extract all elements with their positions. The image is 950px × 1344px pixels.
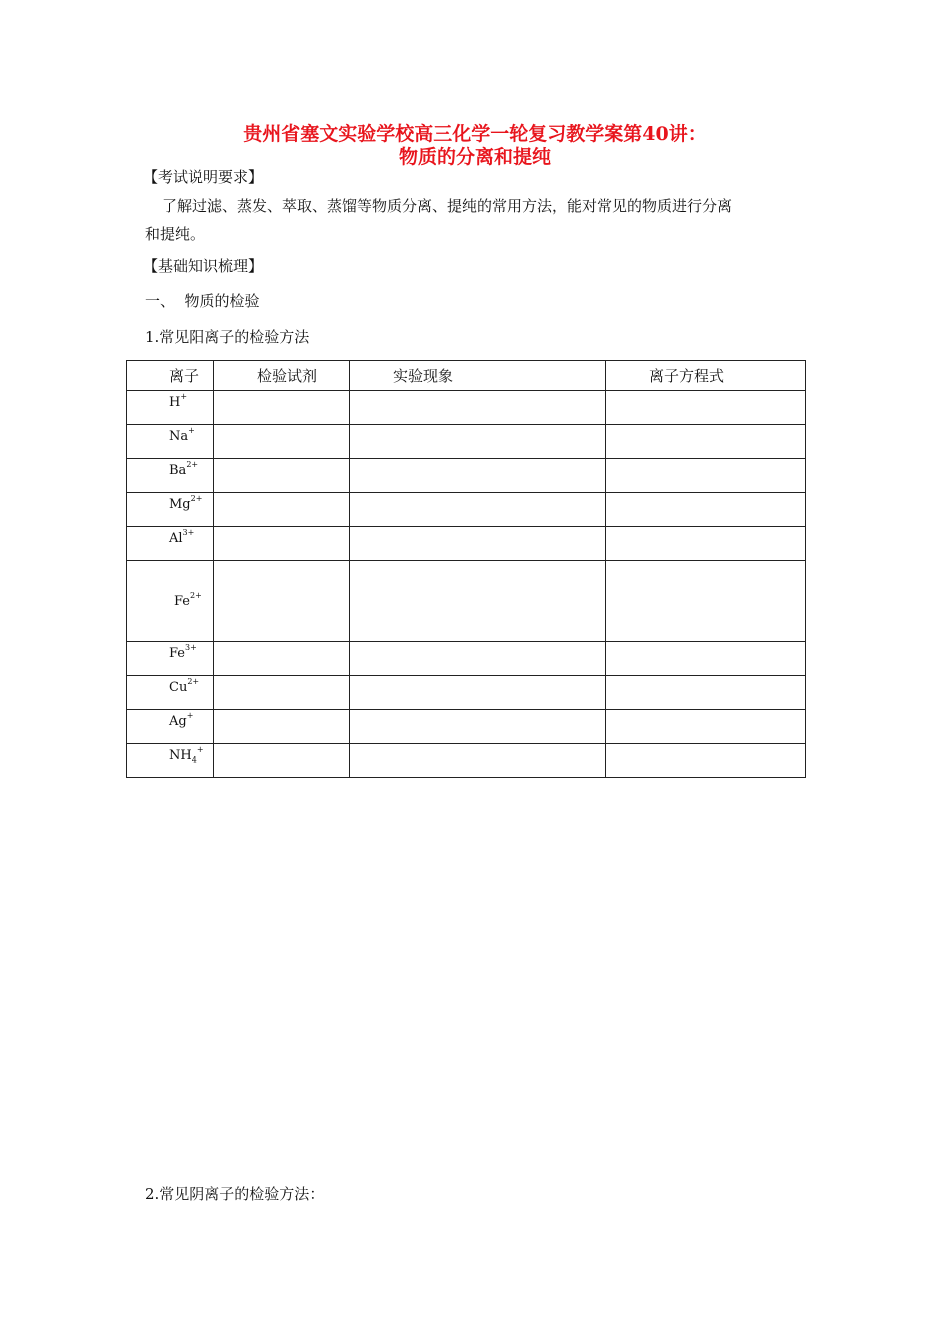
equation-cell[interactable] [606, 744, 806, 778]
table-row [127, 527, 806, 561]
ion-symbol: Ba [169, 463, 187, 478]
ion-cell [127, 710, 214, 744]
table-body [127, 391, 806, 778]
ion-cell [127, 459, 214, 493]
equation-cell[interactable] [606, 425, 806, 459]
ion-charge: 3+ [185, 643, 197, 652]
ion-cell [127, 744, 214, 778]
reagent-cell[interactable] [214, 710, 350, 744]
ion-symbol: Cu [169, 680, 188, 695]
table-row [127, 459, 806, 493]
equation-cell[interactable] [606, 391, 806, 425]
ion-cell [127, 642, 214, 676]
ion-symbol: Fe [174, 593, 191, 609]
header-ion: 离子 [127, 361, 214, 391]
ion-cell [127, 493, 214, 527]
header-equation: 离子方程式 [606, 361, 806, 391]
table-row [127, 425, 806, 459]
reagent-cell[interactable] [214, 527, 350, 561]
phenomenon-cell[interactable] [350, 527, 606, 561]
ion-cell [127, 391, 214, 425]
ion-charge: 2+ [190, 590, 202, 600]
ion-cell [127, 527, 214, 561]
equation-cell[interactable] [606, 459, 806, 493]
reagent-cell[interactable] [214, 391, 350, 425]
ion-symbol: Fe [169, 646, 186, 661]
phenomenon-cell[interactable] [350, 459, 606, 493]
document-title-line2: 物质的分离和提纯 [398, 146, 551, 168]
header-reagent: 检验试剂 [214, 361, 350, 391]
equation-cell[interactable] [606, 642, 806, 676]
table-row [127, 391, 806, 425]
ion-cell [127, 561, 214, 642]
reagent-cell[interactable] [214, 642, 350, 676]
ion-cell [127, 676, 214, 710]
ion-charge: + [180, 392, 188, 401]
ion-charge: + [186, 711, 194, 720]
ion-symbol: NH [169, 748, 192, 763]
reagent-cell[interactable] [214, 561, 350, 642]
table-row [127, 493, 806, 527]
equation-cell[interactable] [606, 710, 806, 744]
ion-symbol: Ag [169, 714, 187, 729]
equation-cell[interactable] [606, 676, 806, 710]
ion-symbol: Al [169, 531, 183, 546]
ion-symbol: Na [169, 429, 189, 444]
table-row [127, 676, 806, 710]
equation-cell[interactable] [606, 527, 806, 561]
phenomenon-cell[interactable] [350, 710, 606, 744]
ion-symbol: H [169, 395, 181, 410]
phenomenon-cell[interactable] [350, 493, 606, 527]
ion-charge: + [196, 745, 204, 754]
reagent-cell[interactable] [214, 425, 350, 459]
phenomenon-cell[interactable] [350, 561, 606, 642]
document-title-line1: 贵州省塞文实验学校高三化学一轮复习教学案第40讲： [243, 123, 707, 145]
table-row [127, 744, 806, 778]
table-row [127, 561, 806, 642]
ion-charge: 2+ [190, 494, 203, 503]
ion-symbol: Mg [169, 497, 191, 512]
phenomenon-cell[interactable] [350, 425, 606, 459]
reagent-cell[interactable] [214, 676, 350, 710]
subsection-anion-tests: 2.常见阴离子的检验方法： [145, 1185, 325, 1203]
reagent-cell[interactable] [214, 744, 350, 778]
equation-cell[interactable] [606, 561, 806, 642]
table-header-row [127, 361, 806, 391]
exam-requirements-text-line1: 了解过滤、蒸发、萃取、蒸馏等物质分离、提纯的常用方法，能对常见的物质进行分离 [162, 197, 733, 215]
ion-cell [127, 425, 214, 459]
phenomenon-cell[interactable] [350, 391, 606, 425]
basics-heading: 【基础知识梳理】 [143, 257, 264, 275]
phenomenon-cell[interactable] [350, 642, 606, 676]
cation-test-table [126, 360, 806, 778]
table-row [127, 710, 806, 744]
ion-subscript: 4 [191, 755, 197, 765]
ion-charge: 2+ [186, 460, 199, 469]
reagent-cell[interactable] [214, 493, 350, 527]
table-row [127, 642, 806, 676]
subsection-cation-tests: 1.常见阳离子的检验方法 [145, 328, 310, 346]
equation-cell[interactable] [606, 493, 806, 527]
phenomenon-cell[interactable] [350, 676, 606, 710]
phenomenon-cell[interactable] [350, 744, 606, 778]
reagent-cell[interactable] [214, 459, 350, 493]
ion-charge: + [188, 426, 195, 435]
exam-requirements-heading: 【考试说明要求】 [143, 168, 264, 186]
exam-requirements-text-line2: 和提纯。 [145, 225, 206, 243]
header-phenomenon: 实验现象 [350, 361, 606, 391]
section-heading-1: 一、 物质的检验 [145, 292, 260, 310]
ion-charge: 3+ [182, 528, 195, 537]
ion-charge: 2+ [187, 677, 200, 686]
